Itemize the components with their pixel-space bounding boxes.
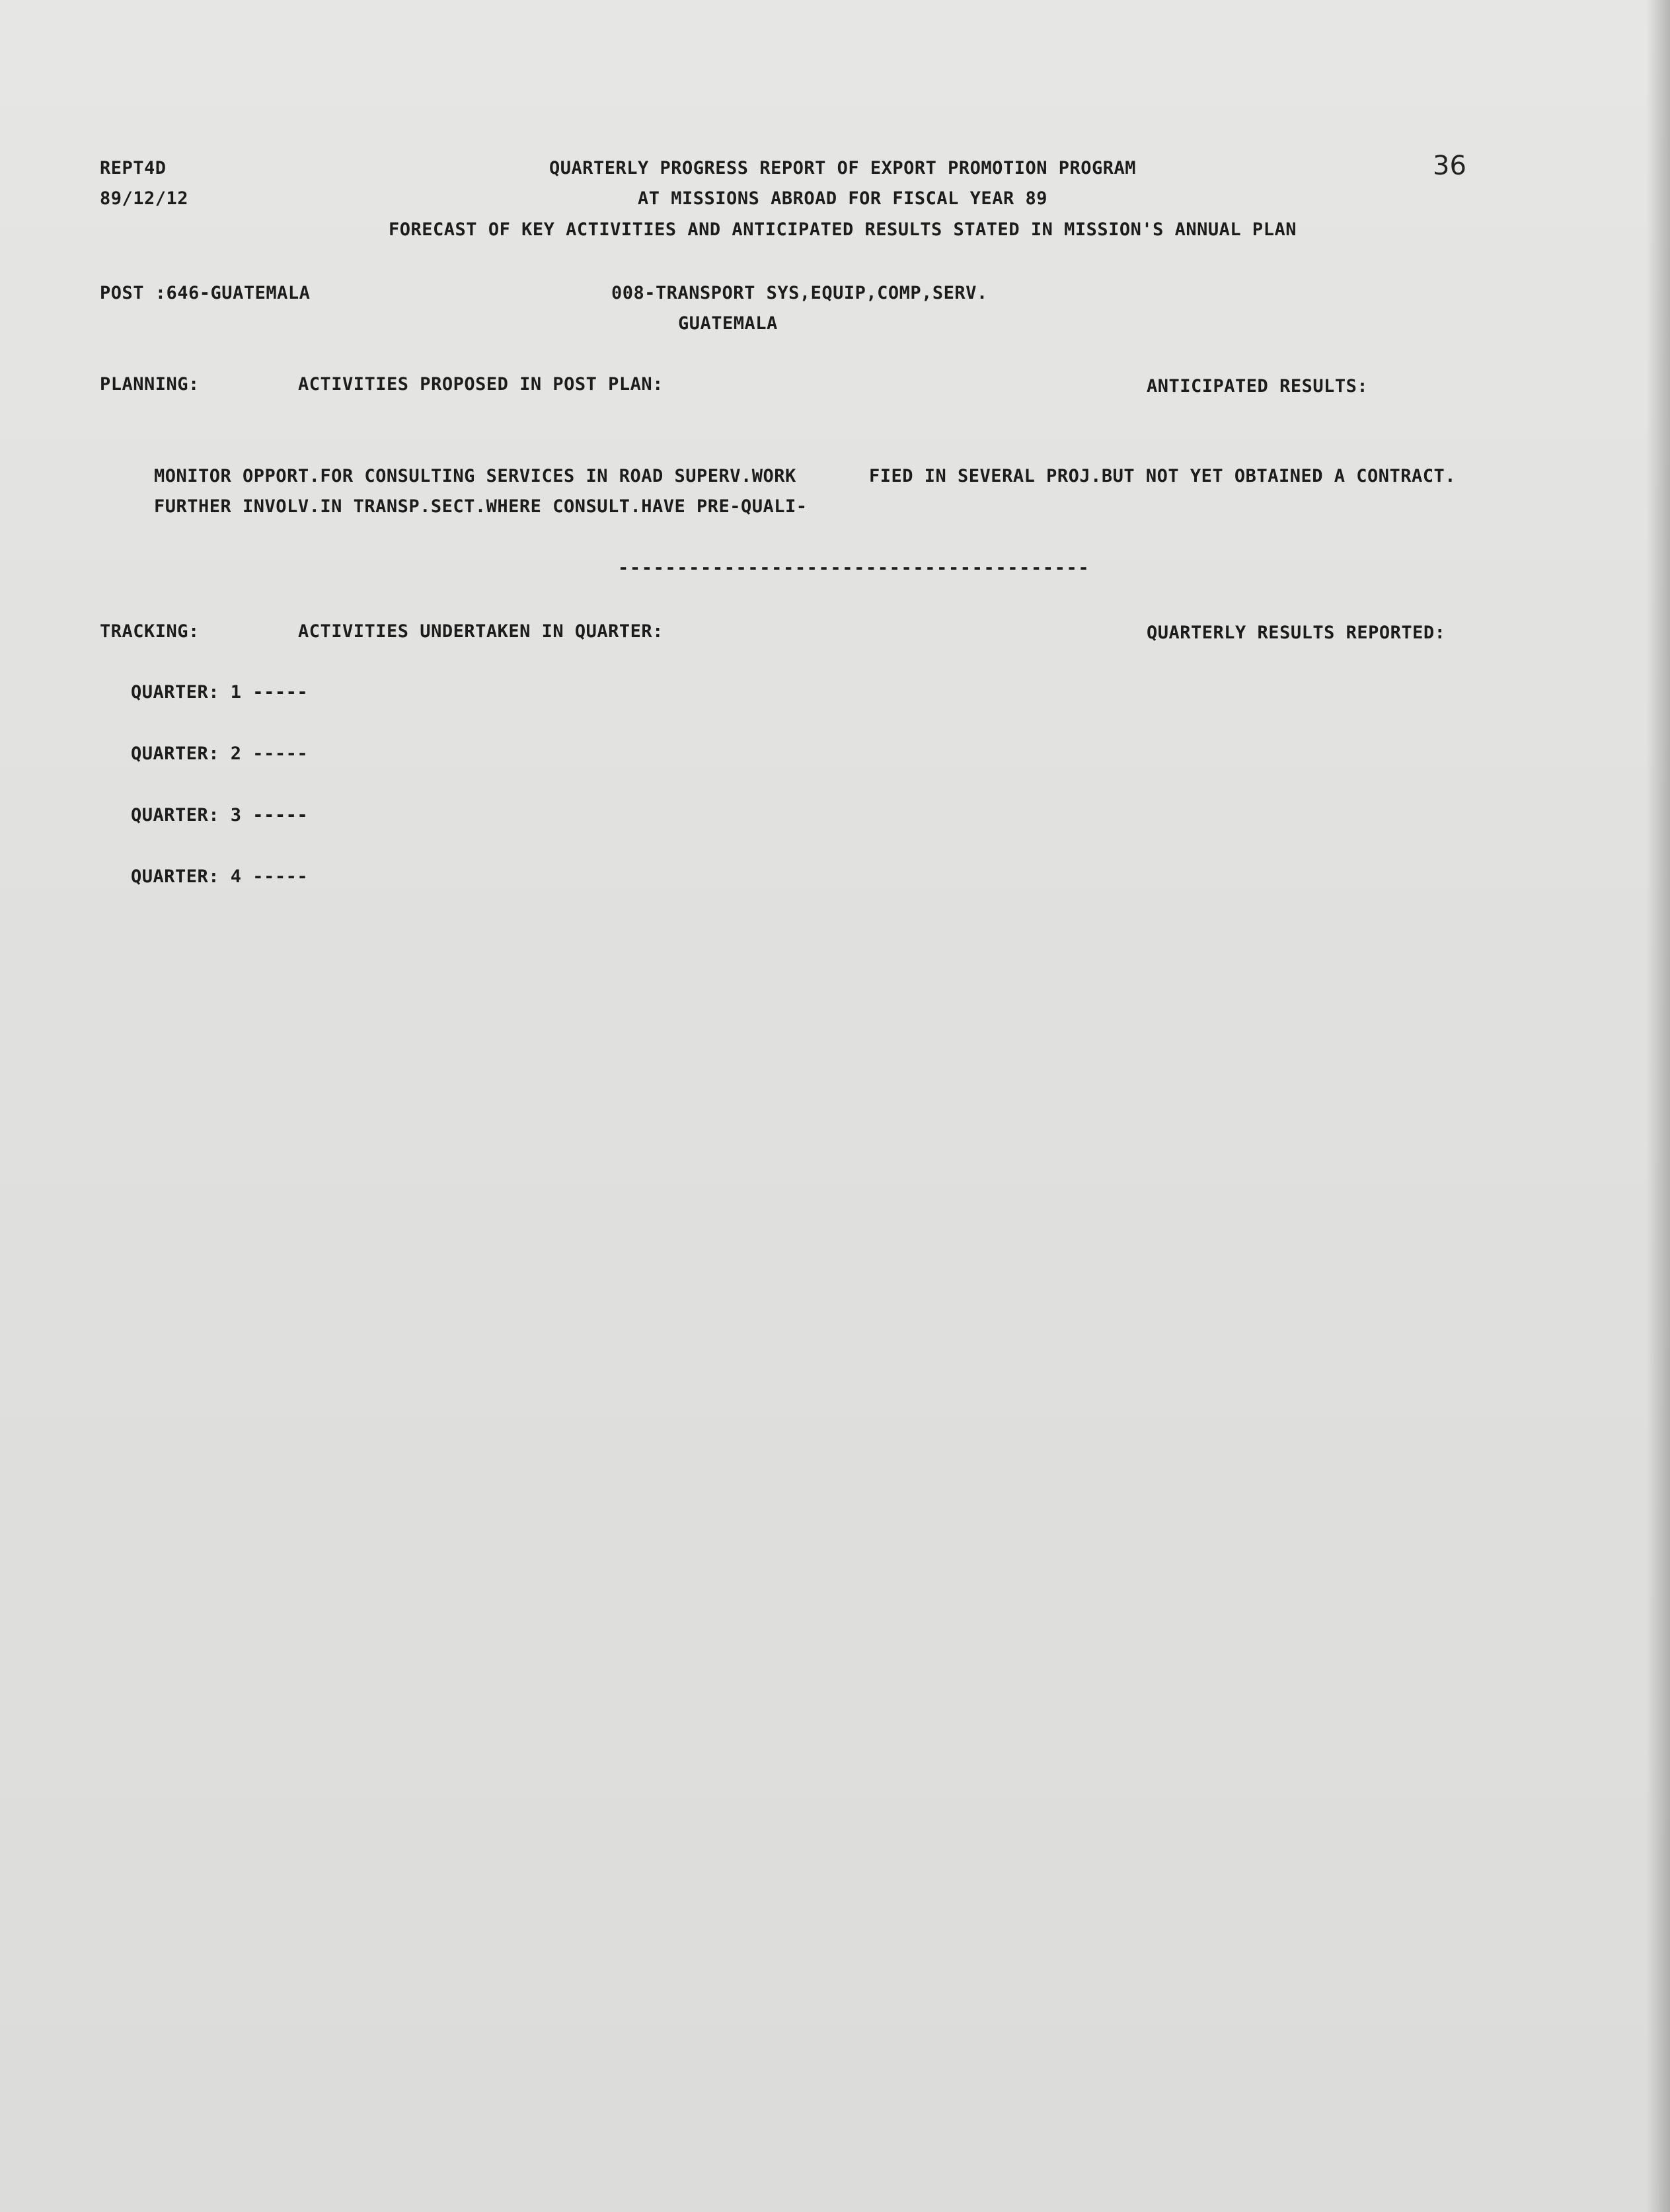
quarter-3-row: QUARTER: 3 ----- (131, 805, 309, 825)
quarter-2-row: QUARTER: 2 ----- (131, 744, 309, 764)
report-title-line-2: AT MISSIONS ABROAD FOR FISCAL YEAR 89 (638, 188, 1047, 209)
quarter-1-row: QUARTER: 1 ----- (131, 682, 309, 703)
planning-activities-heading: ACTIVITIES PROPOSED IN POST PLAN: (298, 374, 664, 395)
sector-code: 008-TRANSPORT SYS,EQUIP,COMP,SERV. (611, 283, 988, 303)
planning-activity-line-1: MONITOR OPPORT.FOR CONSULTING SERVICES IN ROAD SUPERV.WORK (154, 466, 796, 486)
report-id: REPT4D (100, 158, 167, 178)
section-separator: ---------------------------------------- (618, 558, 1090, 578)
planning-activity-line-2: FURTHER INVOLV.IN TRANSP.SECT.WHERE CONSULT.HAVE PRE-QUALI- (154, 496, 808, 517)
tracking-label: TRACKING: (100, 621, 200, 642)
post-label: POST :646-GUATEMALA (100, 283, 311, 303)
page-edge-shadow (1646, 0, 1670, 2212)
anticipated-results-heading: ANTICIPATED RESULTS: (1147, 376, 1369, 397)
quarterly-results-heading: QUARTERLY RESULTS REPORTED: (1147, 623, 1446, 643)
tracking-activities-heading: ACTIVITIES UNDERTAKEN IN QUARTER: (298, 621, 664, 642)
anticipated-result-line-1: FIED IN SEVERAL PROJ.BUT NOT YET OBTAINED A CONTRACT. (869, 466, 1457, 486)
post-country: GUATEMALA (678, 313, 778, 334)
report-date: 89/12/12 (100, 188, 189, 209)
report-title-line-1: QUARTERLY PROGRESS REPORT OF EXPORT PROMOTION PROGRAM (549, 158, 1137, 178)
page-number: 36 (1433, 151, 1466, 181)
report-title-line-3: FORECAST OF KEY ACTIVITIES AND ANTICIPATED RESULTS STATED IN MISSION'S ANNUAL PLAN (389, 219, 1297, 240)
quarter-4-row: QUARTER: 4 ----- (131, 866, 309, 887)
planning-label: PLANNING: (100, 374, 200, 395)
